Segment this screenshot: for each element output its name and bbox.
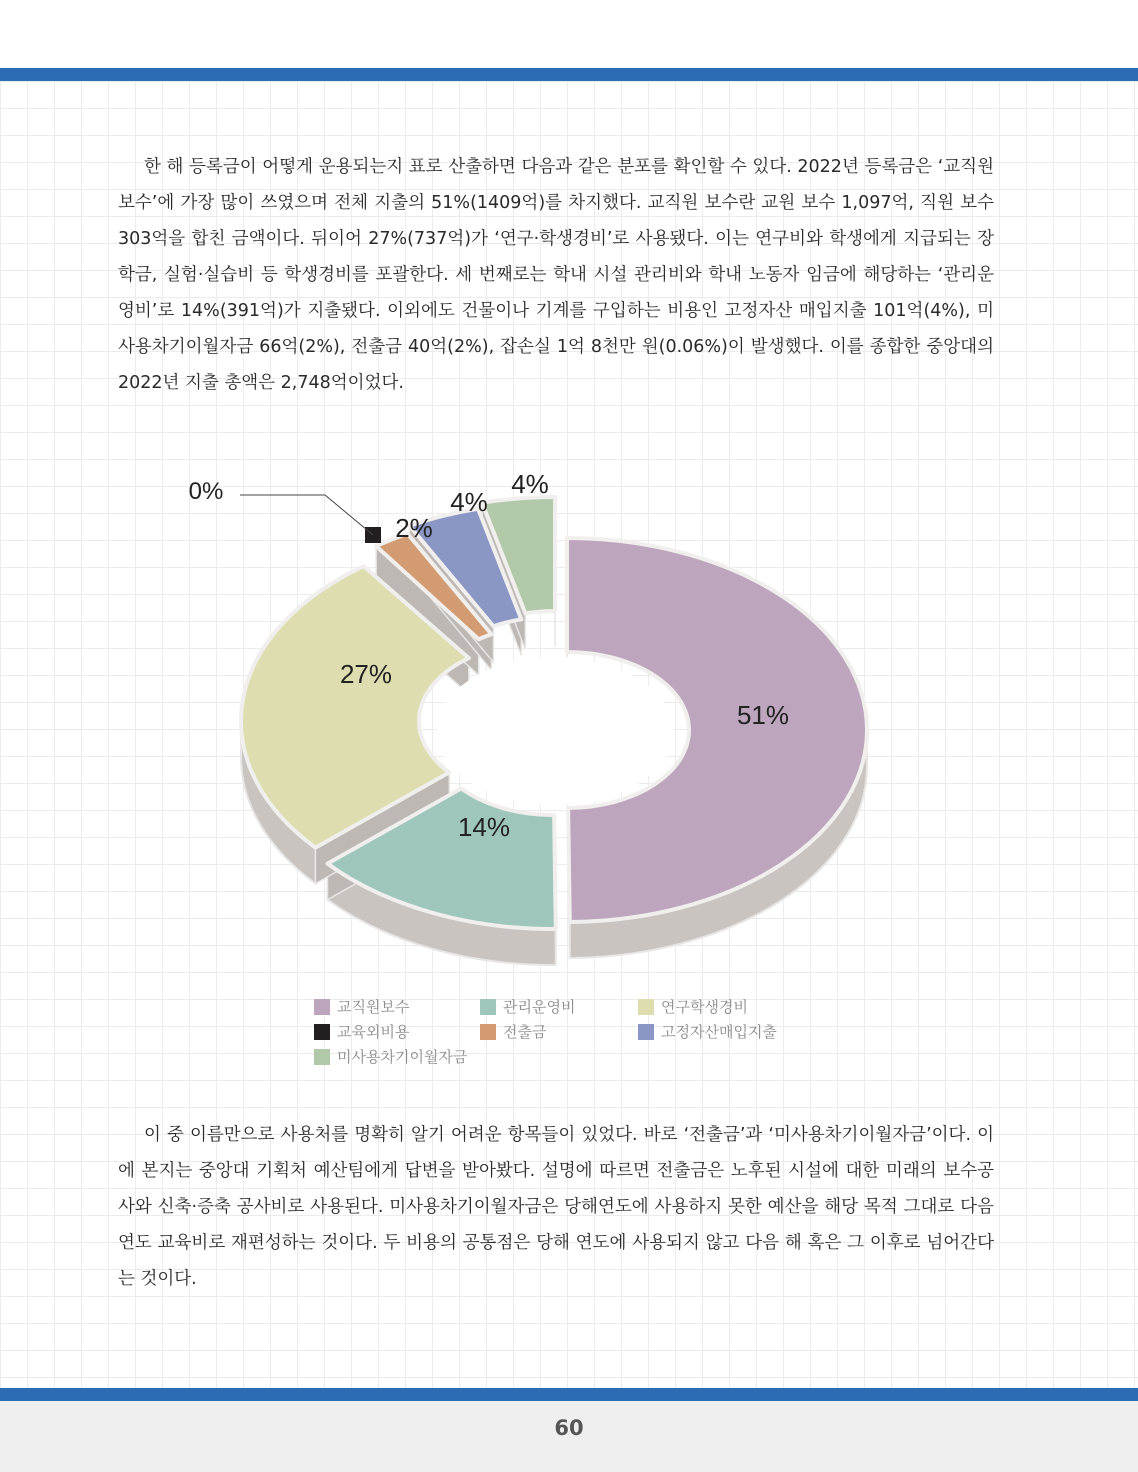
legend-label: 미사용차기이월자금 <box>337 1048 468 1066</box>
data-label: 27% <box>339 659 393 689</box>
donut-hole <box>437 657 673 805</box>
legend-label: 고정자산매입지출 <box>661 1023 777 1041</box>
body-paragraph-2: 이 중 이름만으로 사용처를 명확히 알기 어려운 항목들이 있었다. 바로 ‘전출금’과 ‘미사용차기이월자금’이다. 이에 본지는 중앙대 기획처 예산팀에게 답변을 받아봤다. 설명에 따르면 전출금은 노후된 시설에 대한 미래의 보수공사와 신축·증축 공사비로 사용된다. 미사용차기이월자금은 당해연도에 사용하지 못한 예산을 해당 목적 그대로 다음 연도 교육비로 재편성하는 것이다. 두 비용의 공통점은 당해 연도에 사용되지 않고 다음 해 혹은 그 이후로 넘어간다는 것이다. <box>118 1125 994 1289</box>
legend-swatch <box>480 999 496 1015</box>
legend-item-non-education <box>314 1021 480 1042</box>
legend-item-salary <box>314 996 480 1017</box>
chart-legend <box>314 996 834 1067</box>
top-blue-bar <box>0 68 1138 81</box>
legend-label: 교직원보수 <box>337 998 410 1016</box>
legend-swatch <box>480 1024 496 1040</box>
data-label: 2% <box>395 513 433 543</box>
legend-label: 전출금 <box>503 1023 547 1041</box>
data-label: 0% <box>188 478 224 505</box>
legend-swatch <box>638 1024 654 1040</box>
legend-swatch <box>638 999 654 1015</box>
bottom-blue-bar <box>0 1388 1138 1401</box>
legend-label: 교육외비용 <box>337 1023 410 1041</box>
legend-swatch <box>314 1024 330 1040</box>
expense-donut-chart <box>0 400 1138 990</box>
legend-item-fixed-assets <box>638 1021 828 1042</box>
data-label: 14% <box>457 812 511 842</box>
top-margin <box>0 0 1138 68</box>
data-label: 4% <box>450 487 488 517</box>
legend-item-carryover <box>314 1046 480 1067</box>
legend-label: 연구학생경비 <box>661 998 748 1016</box>
donut-chart-svg <box>0 400 1138 990</box>
data-label: 51% <box>736 700 790 730</box>
legend-swatch <box>314 999 330 1015</box>
legend-item-operations <box>480 996 638 1017</box>
legend-label: 관리운영비 <box>503 998 576 1016</box>
legend-item-research <box>638 996 828 1017</box>
body-paragraph-1: 한 해 등록금이 어떻게 운용되는지 표로 산출하면 다음과 같은 분포를 확인할 수 있다. 2022년 등록금은 ‘교직원 보수’에 가장 많이 쓰였으며 전체 지출의 51%(1409억)를 차지했다. 교직원 보수란 교원 보수 1,097억, 직원 보수 303억을 합친 금액이다. 뒤이어 27%(737억)가 ‘연구·학생경비’로 사용됐다. 이는 연구비와 학생에게 지급되는 장학금, 실험·실습비 등 학생경비를 포괄한다. 세 번째로는 학내 시설 관리비와 학내 노동자 임금에 해당하는 ‘관리운영비’로 14%(391억)가 지출됐다. 이외에도 건물이나 기계를 구입하는 비용인 고정자산 매입지출 101억(4%), 미사용차기이월자금 66억(2%), 전출금 40억(2%), 잡손실 1억 8천만 원(0.06%)이 발생했다. 이를 종합한 중앙대의 2022년 지출 총액은 2,748억이었다. <box>118 157 994 393</box>
data-label: 4% <box>511 469 549 499</box>
legend-item-transfer <box>480 1021 638 1042</box>
page-number: 60 <box>554 1416 584 1440</box>
legend-swatch <box>314 1049 330 1065</box>
zero-leader-line <box>240 495 373 535</box>
